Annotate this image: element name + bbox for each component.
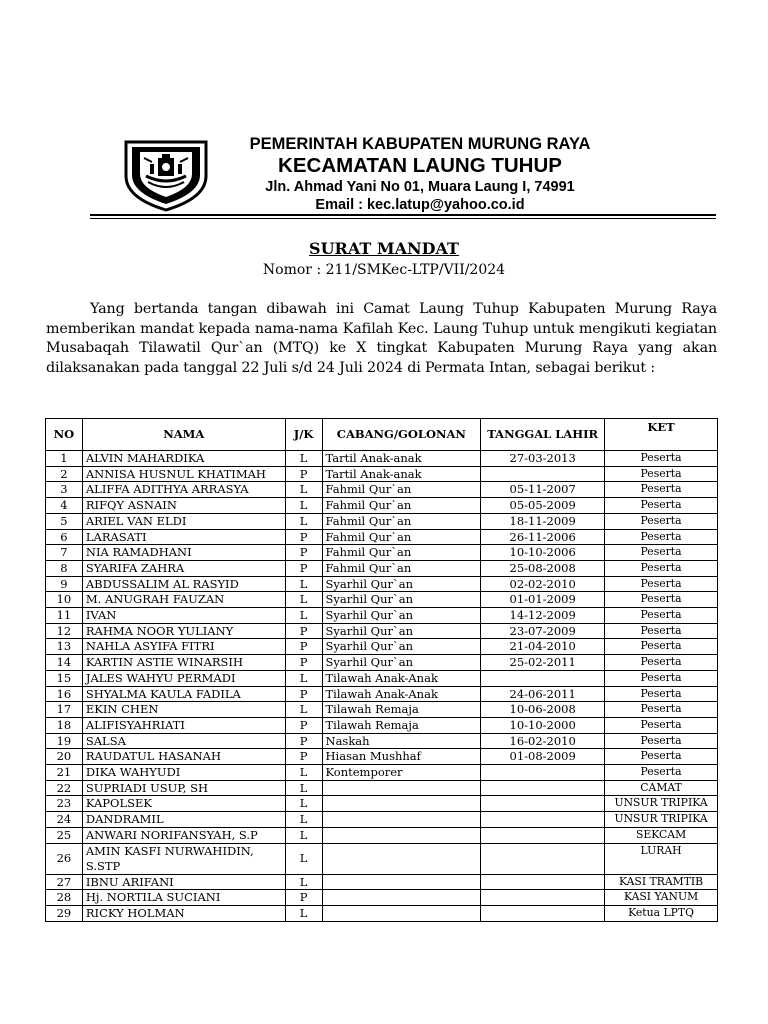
row-cabang bbox=[322, 780, 481, 796]
table-row bbox=[46, 639, 718, 655]
row-tanggal-lahir bbox=[481, 843, 605, 874]
row-tanggal-lahir: 25-08-2008 bbox=[481, 560, 605, 576]
row-ket: Peserta bbox=[605, 498, 718, 514]
row-cabang: Tilawah Anak-Anak bbox=[322, 670, 481, 686]
row-ket: Peserta bbox=[605, 576, 718, 592]
row-ket: Peserta bbox=[605, 466, 718, 482]
row-cabang bbox=[322, 874, 481, 890]
letter-number: Nomor : 211/SMKec-LTP/VII/2024 bbox=[262, 262, 506, 278]
row-jk: L bbox=[285, 702, 322, 718]
table-row bbox=[46, 780, 718, 796]
row-cabang bbox=[322, 905, 481, 921]
row-jk: P bbox=[285, 749, 322, 765]
row-ket: Peserta bbox=[605, 545, 718, 561]
row-tanggal-lahir: 01-08-2009 bbox=[481, 749, 605, 765]
row-tanggal-lahir: 10-10-2000 bbox=[481, 717, 605, 733]
row-jk: P bbox=[285, 545, 322, 561]
row-no: 8 bbox=[46, 560, 83, 576]
row-tanggal-lahir: 14-12-2009 bbox=[481, 608, 605, 624]
table-row bbox=[46, 686, 718, 702]
row-nama: KAPOLSEK bbox=[82, 796, 285, 812]
row-nama: AMIN KASFI NURWAHIDIN, S.STP bbox=[82, 843, 285, 874]
row-ket: KASI TRAMTIB bbox=[605, 874, 718, 890]
row-nama: RICKY HOLMAN bbox=[82, 905, 285, 921]
row-cabang: Tilawah Anak-Anak bbox=[322, 686, 481, 702]
table-row bbox=[46, 545, 718, 561]
row-ket: UNSUR TRIPIKA bbox=[605, 796, 718, 812]
row-ket: Peserta bbox=[605, 529, 718, 545]
row-ket: CAMAT bbox=[605, 780, 718, 796]
row-tanggal-lahir bbox=[481, 905, 605, 921]
row-ket: Peserta bbox=[605, 560, 718, 576]
row-nama: ALVIN MAHARDIKA bbox=[82, 451, 285, 467]
row-nama: ABDUSSALIM AL RASYID bbox=[82, 576, 285, 592]
table-row bbox=[46, 655, 718, 671]
row-jk: L bbox=[285, 796, 322, 812]
header-nama: NAMA bbox=[82, 419, 285, 451]
row-jk: P bbox=[285, 686, 322, 702]
row-jk: L bbox=[285, 670, 322, 686]
row-cabang: Naskah bbox=[322, 733, 481, 749]
row-nama: RIFQY ASNAIN bbox=[82, 498, 285, 514]
table-row bbox=[46, 623, 718, 639]
row-tanggal-lahir: 02-02-2010 bbox=[481, 576, 605, 592]
row-tanggal-lahir: 27-03-2013 bbox=[481, 451, 605, 467]
letterhead bbox=[212, 134, 628, 214]
row-ket: Peserta bbox=[605, 608, 718, 624]
row-tanggal-lahir: 10-06-2008 bbox=[481, 702, 605, 718]
row-tanggal-lahir bbox=[481, 827, 605, 843]
table-row bbox=[46, 749, 718, 765]
row-no: 9 bbox=[46, 576, 83, 592]
row-no: 3 bbox=[46, 482, 83, 498]
row-ket: UNSUR TRIPIKA bbox=[605, 812, 718, 828]
row-cabang: Syarhil Qur`an bbox=[322, 655, 481, 671]
row-cabang: Fahmil Qur`an bbox=[322, 513, 481, 529]
header-jk: J/K bbox=[285, 419, 322, 451]
row-tanggal-lahir: 23-07-2009 bbox=[481, 623, 605, 639]
row-ket: Peserta bbox=[605, 639, 718, 655]
row-cabang bbox=[322, 843, 481, 874]
table-row bbox=[46, 482, 718, 498]
letter-body-paragraph: Yang bertanda tangan dibawah ini Camat Laung Tuhup Kabupaten Murung Raya memberikan mandat kepada nama-nama Kafilah Kec. Laung Tuhup untuk mengikuti kegiatan Musabaqah Tilawatil Qur`an (MTQ) ke X tingkat Kabupaten Murung Raya yang akan dilaksanakan pada tanggal 22 Juli s/d 24 Juli 2024 di Permata Intan, sebagai berikut : bbox=[46, 301, 717, 376]
row-cabang bbox=[322, 796, 481, 812]
office-address: Jln. Ahmad Yani No 01, Muara Laung I, 74991 bbox=[265, 179, 575, 195]
table-row bbox=[46, 592, 718, 608]
row-ket: Peserta bbox=[605, 592, 718, 608]
row-no: 28 bbox=[46, 890, 83, 906]
row-ket: LURAH bbox=[605, 843, 718, 874]
row-ket: Peserta bbox=[605, 513, 718, 529]
row-jk: L bbox=[285, 513, 322, 529]
row-no: 4 bbox=[46, 498, 83, 514]
row-no: 17 bbox=[46, 702, 83, 718]
row-nama: ALIFFA ADITHYA ARRASYA bbox=[82, 482, 285, 498]
row-jk: P bbox=[285, 639, 322, 655]
row-tanggal-lahir: 05-11-2007 bbox=[481, 482, 605, 498]
row-cabang: Syarhil Qur`an bbox=[322, 592, 481, 608]
row-jk: P bbox=[285, 529, 322, 545]
office-email: Email : kec.latup@yahoo.co.id bbox=[315, 197, 525, 213]
table-row bbox=[46, 890, 718, 906]
row-cabang: Fahmil Qur`an bbox=[322, 529, 481, 545]
row-no: 15 bbox=[46, 670, 83, 686]
row-ket: Peserta bbox=[605, 482, 718, 498]
header-tanggal-lahir: TANGGAL LAHIR bbox=[481, 419, 605, 451]
row-nama: KARTIN ASTIE WINARSIH bbox=[82, 655, 285, 671]
row-no: 2 bbox=[46, 466, 83, 482]
header-no: NO bbox=[46, 419, 83, 451]
row-nama: ALIFISYAHRIATI bbox=[82, 717, 285, 733]
row-tanggal-lahir bbox=[481, 890, 605, 906]
table-row bbox=[46, 529, 718, 545]
row-ket: Peserta bbox=[605, 623, 718, 639]
row-jk: L bbox=[285, 843, 322, 874]
table-header-row bbox=[46, 419, 718, 451]
row-jk: L bbox=[285, 827, 322, 843]
row-nama: DANDRAMIL bbox=[82, 812, 285, 828]
row-jk: L bbox=[285, 874, 322, 890]
table-row bbox=[46, 874, 718, 890]
row-ket: Peserta bbox=[605, 655, 718, 671]
row-jk: L bbox=[285, 765, 322, 781]
row-cabang: Fahmil Qur`an bbox=[322, 498, 481, 514]
row-nama: M. ANUGRAH FAUZAN bbox=[82, 592, 285, 608]
letter-title: SURAT MANDAT bbox=[309, 239, 459, 258]
row-ket: Peserta bbox=[605, 765, 718, 781]
row-nama: Hj. NORTILA SUCIANI bbox=[82, 890, 285, 906]
row-tanggal-lahir bbox=[481, 780, 605, 796]
row-no: 12 bbox=[46, 623, 83, 639]
row-jk: P bbox=[285, 717, 322, 733]
row-cabang bbox=[322, 812, 481, 828]
row-nama: SHYALMA KAULA FADILA bbox=[82, 686, 285, 702]
row-nama: DIKA WAHYUDI bbox=[82, 765, 285, 781]
table-row bbox=[46, 702, 718, 718]
district-name: KECAMATAN LAUNG TUHUP bbox=[278, 154, 562, 177]
row-cabang: Fahmil Qur`an bbox=[322, 560, 481, 576]
table-row bbox=[46, 513, 718, 529]
row-jk: L bbox=[285, 812, 322, 828]
row-ket: Peserta bbox=[605, 670, 718, 686]
row-nama: JALES WAHYU PERMADI bbox=[82, 670, 285, 686]
row-ket: Ketua LPTQ bbox=[605, 905, 718, 921]
row-jk: L bbox=[285, 576, 322, 592]
row-no: 11 bbox=[46, 608, 83, 624]
row-tanggal-lahir bbox=[481, 765, 605, 781]
row-no: 16 bbox=[46, 686, 83, 702]
row-nama: ANNISA HUSNUL KHATIMAH bbox=[82, 466, 285, 482]
row-jk: P bbox=[285, 655, 322, 671]
table-row bbox=[46, 843, 718, 874]
row-no: 20 bbox=[46, 749, 83, 765]
row-ket: Peserta bbox=[605, 749, 718, 765]
row-no: 5 bbox=[46, 513, 83, 529]
row-tanggal-lahir bbox=[481, 670, 605, 686]
table-row bbox=[46, 560, 718, 576]
row-cabang: Kontemporer bbox=[322, 765, 481, 781]
row-ket: SEKCAM bbox=[605, 827, 718, 843]
row-ket: KASI YANUM bbox=[605, 890, 718, 906]
letterhead-rule-thick bbox=[90, 214, 716, 216]
row-nama: SALSA bbox=[82, 733, 285, 749]
row-cabang bbox=[322, 890, 481, 906]
row-ket: Peserta bbox=[605, 733, 718, 749]
participants-table bbox=[45, 418, 718, 922]
table-row bbox=[46, 796, 718, 812]
row-no: 24 bbox=[46, 812, 83, 828]
row-tanggal-lahir: 21-04-2010 bbox=[481, 639, 605, 655]
row-jk: P bbox=[285, 560, 322, 576]
row-nama: LARASATI bbox=[82, 529, 285, 545]
row-jk: L bbox=[285, 498, 322, 514]
header-cabang: CABANG/GOLONAN bbox=[322, 419, 481, 451]
row-tanggal-lahir: 26-11-2006 bbox=[481, 529, 605, 545]
row-jk: L bbox=[285, 780, 322, 796]
row-jk: L bbox=[285, 905, 322, 921]
row-cabang: Syarhil Qur`an bbox=[322, 623, 481, 639]
row-cabang: Tartil Anak-anak bbox=[322, 451, 481, 467]
row-ket: Peserta bbox=[605, 702, 718, 718]
row-no: 26 bbox=[46, 843, 83, 874]
row-cabang: Hiasan Mushhaf bbox=[322, 749, 481, 765]
row-nama: ARIEL VAN ELDI bbox=[82, 513, 285, 529]
row-cabang: Tilawah Remaja bbox=[322, 717, 481, 733]
row-tanggal-lahir: 18-11-2009 bbox=[481, 513, 605, 529]
row-cabang: Syarhil Qur`an bbox=[322, 608, 481, 624]
row-ket: Peserta bbox=[605, 451, 718, 467]
row-cabang: Tartil Anak-anak bbox=[322, 466, 481, 482]
row-no: 1 bbox=[46, 451, 83, 467]
table-row bbox=[46, 466, 718, 482]
row-nama: IBNU ARIFANI bbox=[82, 874, 285, 890]
table-row bbox=[46, 812, 718, 828]
row-no: 29 bbox=[46, 905, 83, 921]
table-row bbox=[46, 451, 718, 467]
row-nama: ANWARI NORIFANSYAH, S.P bbox=[82, 827, 285, 843]
row-no: 19 bbox=[46, 733, 83, 749]
row-no: 6 bbox=[46, 529, 83, 545]
row-jk: L bbox=[285, 482, 322, 498]
row-nama: SUPRIADI USUP, SH bbox=[82, 780, 285, 796]
row-tanggal-lahir: 16-02-2010 bbox=[481, 733, 605, 749]
table-row bbox=[46, 717, 718, 733]
row-tanggal-lahir bbox=[481, 466, 605, 482]
row-cabang: Fahmil Qur`an bbox=[322, 482, 481, 498]
row-jk: L bbox=[285, 608, 322, 624]
row-tanggal-lahir: 01-01-2009 bbox=[481, 592, 605, 608]
row-cabang: Syarhil Qur`an bbox=[322, 639, 481, 655]
row-jk: P bbox=[285, 466, 322, 482]
row-tanggal-lahir: 24-06-2011 bbox=[481, 686, 605, 702]
table-row bbox=[46, 608, 718, 624]
row-no: 25 bbox=[46, 827, 83, 843]
row-no: 23 bbox=[46, 796, 83, 812]
row-tanggal-lahir bbox=[481, 796, 605, 812]
row-no: 22 bbox=[46, 780, 83, 796]
row-nama: NAHLA ASYIFA FITRI bbox=[82, 639, 285, 655]
table-row bbox=[46, 827, 718, 843]
row-no: 14 bbox=[46, 655, 83, 671]
table-row bbox=[46, 733, 718, 749]
letterhead-rule-thin bbox=[90, 218, 716, 219]
row-tanggal-lahir: 05-05-2009 bbox=[481, 498, 605, 514]
table-row bbox=[46, 765, 718, 781]
row-nama: SYARIFA ZAHRA bbox=[82, 560, 285, 576]
row-no: 10 bbox=[46, 592, 83, 608]
row-no: 27 bbox=[46, 874, 83, 890]
row-no: 7 bbox=[46, 545, 83, 561]
row-no: 13 bbox=[46, 639, 83, 655]
government-name: PEMERINTAH KABUPATEN MURUNG RAYA bbox=[249, 135, 591, 153]
row-tanggal-lahir bbox=[481, 874, 605, 890]
table-row bbox=[46, 498, 718, 514]
row-jk: P bbox=[285, 733, 322, 749]
row-jk: L bbox=[285, 451, 322, 467]
table-row bbox=[46, 905, 718, 921]
row-jk: P bbox=[285, 623, 322, 639]
row-nama: IVAN bbox=[82, 608, 285, 624]
row-jk: L bbox=[285, 592, 322, 608]
row-tanggal-lahir: 10-10-2006 bbox=[481, 545, 605, 561]
row-cabang: Syarhil Qur`an bbox=[322, 576, 481, 592]
row-cabang: Fahmil Qur`an bbox=[322, 545, 481, 561]
row-nama: EKIN CHEN bbox=[82, 702, 285, 718]
row-nama: RAHMA NOOR YULIANY bbox=[82, 623, 285, 639]
header-ket: KET bbox=[605, 419, 718, 451]
table-row bbox=[46, 576, 718, 592]
row-jk: P bbox=[285, 890, 322, 906]
row-ket: Peserta bbox=[605, 717, 718, 733]
row-cabang bbox=[322, 827, 481, 843]
row-cabang: Tilawah Remaja bbox=[322, 702, 481, 718]
row-tanggal-lahir bbox=[481, 812, 605, 828]
row-tanggal-lahir: 25-02-2011 bbox=[481, 655, 605, 671]
row-no: 21 bbox=[46, 765, 83, 781]
row-ket: Peserta bbox=[605, 686, 718, 702]
row-nama: NIA RAMADHANI bbox=[82, 545, 285, 561]
row-nama: RAUDATUL HASANAH bbox=[82, 749, 285, 765]
regency-emblem-logo bbox=[120, 136, 212, 212]
table-row bbox=[46, 670, 718, 686]
row-no: 18 bbox=[46, 717, 83, 733]
